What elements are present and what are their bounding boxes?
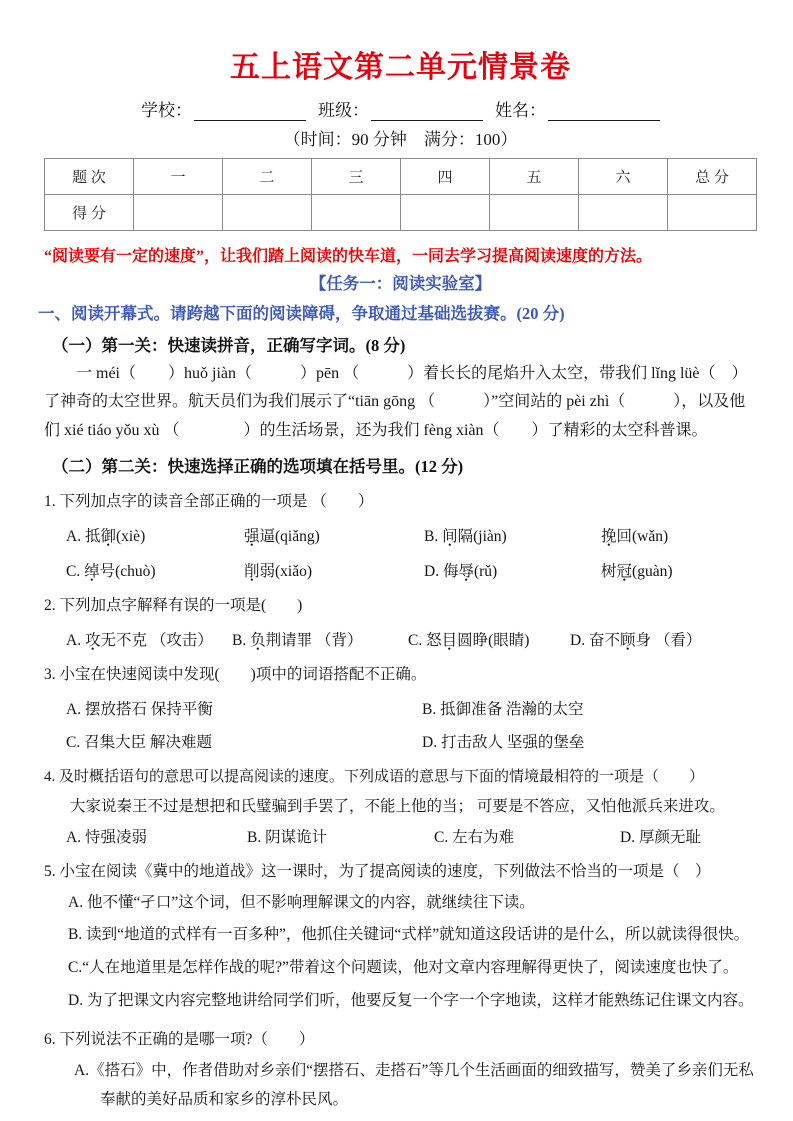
question-1-option-a1: A. 抵御(xiè) — [66, 528, 146, 546]
score-table-header-6: 六 — [579, 159, 668, 195]
question-3-stem: 3. 小宝在快速阅读中发现( )项中的词语搭配不正确。 — [44, 666, 427, 683]
part-one-title: （一）第一关：快速读拼音，正确写字词。(8 分) — [52, 336, 406, 355]
score-table-header-3: 三 — [312, 159, 401, 195]
question-2-option-c: C. 怒目圆睁(眼睛) — [408, 632, 530, 649]
score-table-header-5: 五 — [490, 159, 579, 195]
question-1-option-c1: C. 绰号(chuò) — [66, 563, 156, 581]
question-2-option-d: D. 奋不顾身 （看） — [570, 632, 702, 649]
score-table-header-1: 一 — [134, 159, 223, 195]
section-one-title: 一、阅读开幕式。请跨越下面的阅读障碍，争取通过基础选拔赛。(20 分) — [38, 304, 565, 323]
score-table-header-row — [45, 159, 757, 195]
question-2-option-a: A. 攻无不克 （攻击） — [66, 632, 213, 649]
question-1-option-d1: D. 侮辱(rǔ) — [424, 563, 498, 581]
score-table-header-total: 总 分 — [668, 159, 757, 195]
score-cell — [401, 195, 490, 231]
pinyin-fill-paragraph: 一 méi（ ）huǒ jiàn（ ）pēn （ ）着长长的尾焰升入太空，带我们 lǐng lüè（ ）了神奇的太空世界。航天员们为我们展示了“tiān gōng （ ）”空间站的 pèi zhì（ ），以及他们 xié tiáo yǒu xù （ ）的生活场景，还为我们 fèng xiàn（ ）了精彩的太空科普课。 — [44, 365, 748, 439]
question-4-option-d: D. 厚颜无耻 — [620, 828, 701, 846]
question-6 — [44, 1028, 757, 1114]
school-label: 学校： — [141, 101, 192, 120]
task-one-header: 【任务一：阅读实验室】 — [309, 274, 492, 293]
question-4-stem: 4. 及时概括语句的意思可以提高阅读的速度。下列成语的意思与下面的情境最相符的一项是（ ） — [44, 768, 705, 785]
school-blank-line — [194, 102, 306, 121]
score-table — [44, 158, 757, 231]
score-table-header-4: 四 — [401, 159, 490, 195]
question-5 — [44, 860, 757, 1015]
score-cell — [490, 195, 579, 231]
question-1 — [44, 490, 757, 581]
question-2-options — [44, 628, 757, 650]
score-table-score-row — [45, 195, 757, 231]
name-field — [495, 96, 660, 121]
question-6-option-a: A.《搭石》中，作者借助对乡亲们“摆搭石、走搭石”等几个生活画面的细致描写，赞美了乡亲们无私奉献的美好品质和家乡的淳朴民风。 — [74, 1062, 754, 1108]
score-table-header-question: 题 次 — [45, 159, 134, 195]
question-2-stem: 2. 下列加点字解释有误的一项是( ) — [44, 597, 303, 615]
class-field — [318, 96, 483, 121]
question-1-stem: 1. 下列加点字的读音全部正确的一项是 （ ） — [44, 493, 374, 511]
question-1-options — [44, 524, 757, 581]
score-cell — [312, 195, 401, 231]
score-cell — [223, 195, 312, 231]
reading-speed-intro: “阅读要有一定的速度”，让我们踏上阅读的快车道，一同去学习提高阅读速度的方法。 — [44, 248, 653, 265]
class-label: 班级： — [318, 101, 369, 120]
question-1-option-d2: 树冠(guàn) — [601, 563, 673, 581]
question-1-option-a2: 强逼(qiǎng) — [244, 528, 320, 546]
score-cell — [134, 195, 223, 231]
question-5-option-c: C.“人在地道里是怎样作战的呢?”带着这个问题读，他对文章内容理解得更快了，阅读速度也快了。 — [68, 958, 739, 976]
page-title: 五上语文第二单元情景卷 — [230, 51, 571, 84]
question-3-option-d: D. 打击敌人 坚强的堡垒 — [422, 733, 585, 751]
question-4-context: 大家说秦王不过是想把和氏璧骗到手罢了，不能上他的当； 可要是不答应，又怕他派兵来进攻。 — [70, 797, 725, 815]
question-3 — [44, 663, 757, 752]
school-field — [141, 96, 306, 121]
part-two-title: （二）第二关：快速选择正确的选项填在括号里。(12 分) — [52, 457, 464, 477]
score-row-label: 得 分 — [45, 195, 134, 231]
name-label: 姓名： — [495, 101, 546, 120]
question-1-option-c2: 削弱(xiǎo) — [244, 563, 313, 581]
question-5-stem: 5. 小宝在阅读《冀中的地道战》这一课时，为了提高阅读的速度，下列做法不恰当的一项是（ ） — [44, 862, 711, 880]
question-5-option-a: A. 他不懂“孑口”这个词，但不影响理解课文的内容，就继续往下读。 — [68, 893, 535, 911]
question-5-option-b: B. 读到“地道的式样有一百多种”，他抓住关键词“式样”就知道这段话讲的是什么，所以就读得很快。 — [68, 926, 750, 944]
question-4-option-a: A. 恃强凌弱 — [66, 828, 147, 846]
class-blank-line — [371, 102, 483, 121]
name-blank-line — [548, 102, 660, 121]
question-4-option-b: B. 阴谋诡计 — [247, 828, 328, 846]
question-6-stem: 6. 下列说法不正确的是哪一项?（ ） — [44, 1031, 315, 1049]
time-score-line: （时间：90 分钟 满分：100） — [283, 130, 518, 149]
question-3-option-a: A. 摆放搭石 保持平衡 — [66, 700, 213, 718]
score-table-header-2: 二 — [223, 159, 312, 195]
question-3-option-c: C. 召集大臣 解决难题 — [66, 733, 212, 751]
question-4 — [44, 765, 757, 847]
question-2-option-b: B. 负荆请罪 （背） — [232, 632, 363, 649]
score-cell — [579, 195, 668, 231]
question-4-options — [44, 825, 757, 847]
question-1-option-b2: 挽回(wǎn) — [601, 528, 669, 546]
student-info-line — [44, 96, 757, 121]
score-cell — [668, 195, 757, 231]
question-3-options — [44, 697, 757, 752]
question-4-option-c: C. 左右为难 — [434, 828, 515, 846]
question-1-option-b1: B. 间隔(jiàn) — [424, 528, 507, 546]
question-2 — [44, 594, 757, 650]
question-3-option-b: B. 抵御准备 浩瀚的太空 — [422, 700, 584, 718]
question-5-option-d: D. 为了把课文内容完整地讲给同学们听，他要反复一个字一个字地读，这样才能熟练记住课文内容。 — [68, 991, 754, 1009]
